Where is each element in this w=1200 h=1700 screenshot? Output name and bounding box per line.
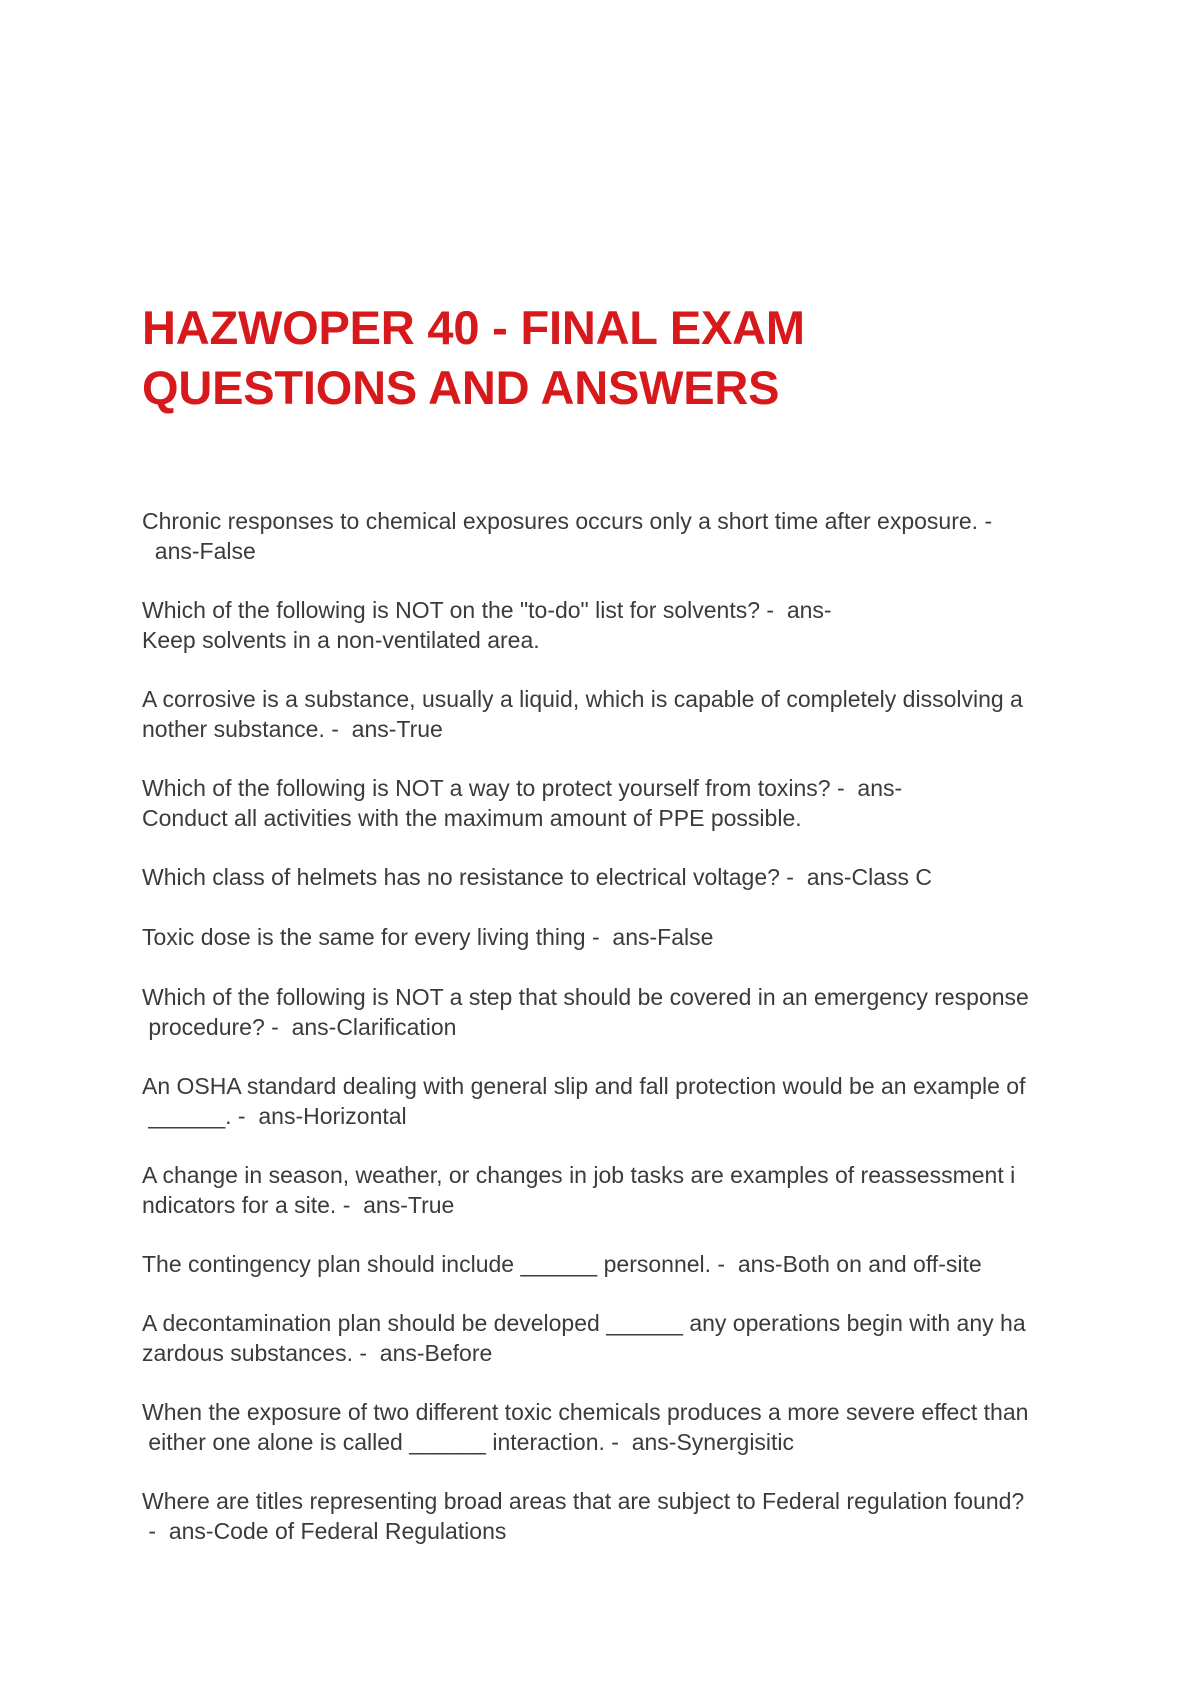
qa-item-1	[142, 506, 1072, 566]
qa-item-8-line-2: ______. - ans-Horizontal	[142, 1103, 407, 1129]
qa-item-12	[142, 1397, 1072, 1457]
qa-item-7-line-1: Which of the following is NOT a step that should be covered in an emergency response	[142, 984, 1029, 1010]
document-title-line-1: HAZWOPER 40 - FINAL EXAM	[142, 301, 805, 354]
qa-item-6	[142, 922, 1072, 952]
qa-item-11-line-1: A decontamination plan should be developed ______ any operations begin with any ha	[142, 1310, 1026, 1336]
qa-item-12-line-1: When the exposure of two different toxic chemicals produces a more severe effect than	[142, 1399, 1029, 1425]
qa-item-8	[142, 1071, 1072, 1131]
document-title	[142, 298, 1042, 418]
qa-item-1-line-1: Chronic responses to chemical exposures occurs only a short time after exposure. -	[142, 508, 993, 534]
qa-item-11-line-2: zardous substances. - ans-Before	[142, 1340, 493, 1366]
qa-item-11	[142, 1308, 1072, 1368]
qa-item-3-line-1: A corrosive is a substance, usually a liquid, which is capable of completely dissolving a	[142, 686, 1023, 712]
qa-item-13-line-2: - ans-Code of Federal Regulations	[142, 1518, 507, 1544]
qa-item-1-line-2: ans-False	[142, 538, 256, 564]
qa-item-2-line-1: Which of the following is NOT on the "to-do" list for solvents? - ans-	[142, 597, 832, 623]
qa-item-13	[142, 1486, 1072, 1546]
qa-item-3	[142, 684, 1072, 744]
qa-item-2-line-2: Keep solvents in a non-ventilated area.	[142, 627, 540, 653]
qa-item-4-line-1: Which of the following is NOT a way to protect yourself from toxins? - ans-	[142, 775, 903, 801]
qa-item-6-line-1: Toxic dose is the same for every living thing - ans-False	[142, 924, 714, 950]
qa-item-5	[142, 862, 1072, 892]
qa-item-7-line-2: procedure? - ans-Clarification	[142, 1014, 457, 1040]
qa-item-12-line-2: either one alone is called ______ interaction. - ans-Synergisitic	[142, 1429, 795, 1455]
qa-item-13-line-1: Where are titles representing broad areas that are subject to Federal regulation found?	[142, 1488, 1025, 1514]
qa-item-4-line-2: Conduct all activities with the maximum amount of PPE possible.	[142, 805, 802, 831]
document-title-line-2: QUESTIONS AND ANSWERS	[142, 361, 780, 414]
qa-item-9-line-1: A change in season, weather, or changes in job tasks are examples of reassessment i	[142, 1162, 1016, 1188]
qa-item-7	[142, 982, 1072, 1042]
qa-item-9	[142, 1160, 1072, 1220]
qa-item-2	[142, 595, 1072, 655]
qa-item-10	[142, 1249, 1072, 1279]
qa-item-3-line-2: nother substance. - ans-True	[142, 716, 443, 742]
qa-item-8-line-1: An OSHA standard dealing with general slip and fall protection would be an example of	[142, 1073, 1026, 1099]
qa-item-9-line-2: ndicators for a site. - ans-True	[142, 1192, 455, 1218]
qa-item-5-line-1: Which class of helmets has no resistance to electrical voltage? - ans-Class C	[142, 864, 932, 890]
qa-item-4	[142, 773, 1072, 833]
qa-item-10-line-1: The contingency plan should include ______ personnel. - ans-Both on and off-site	[142, 1251, 982, 1277]
